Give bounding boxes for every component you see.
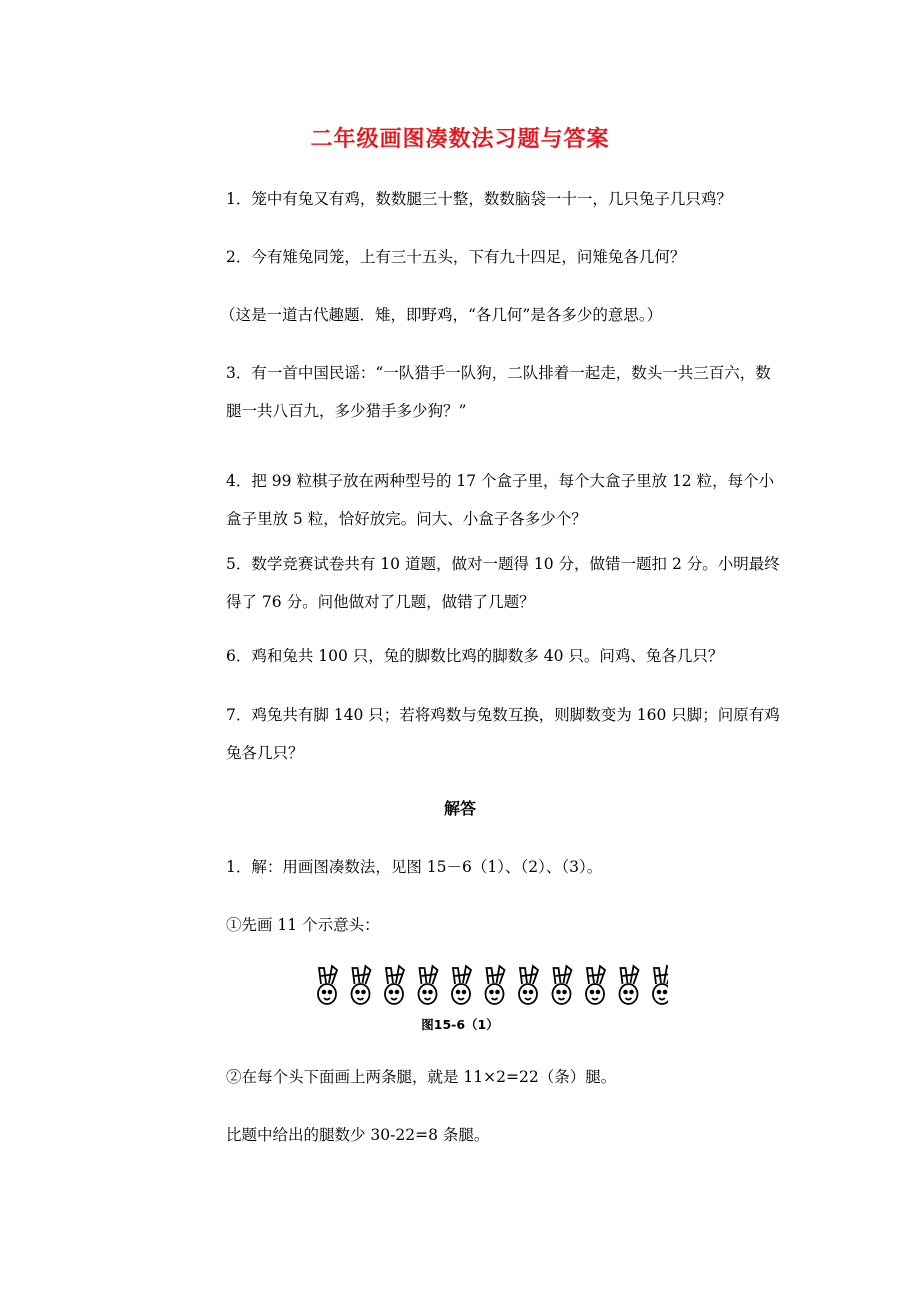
answer-1-step-3	[226, 1116, 781, 1154]
rabbit-head-stroke	[429, 991, 432, 994]
rabbit-head-stroke	[391, 998, 397, 1000]
question-text: 4．把 99 粒棋子放在两种型号的 17 个盒子里，每个大盒子里放 12 粒，每个小盒子里放 5 粒，恰好放完。问大、小盒子各多少个？	[226, 472, 775, 528]
rabbit-head-stroke	[659, 998, 665, 1000]
rabbit-head-stroke	[318, 984, 336, 1004]
rabbit-head-icon	[653, 966, 668, 1004]
answer-text: ②在每个头下面画上两条腿，就是 11×2=22（条）腿。	[226, 1068, 617, 1086]
rabbit-head-stroke	[457, 991, 460, 994]
rabbit-head-icon	[486, 966, 505, 1004]
rabbit-head-stroke	[597, 991, 600, 994]
question-text: 7．鸡兔共有脚 140 只；若将鸡数与兔数互换，则脚数变为 160 只脚；问原有鸡兔各几只？	[226, 706, 780, 762]
rabbit-head-stroke	[530, 991, 533, 994]
figure-15-6-1	[308, 960, 668, 1008]
rabbit-head-stroke	[385, 984, 403, 1004]
rabbit-head-icon	[419, 966, 438, 1004]
rabbit-head-stroke	[591, 991, 594, 994]
question-1	[226, 180, 781, 218]
rabbit-head-icon	[519, 966, 538, 1004]
rabbit-head-stroke	[356, 991, 359, 994]
rabbit-head-stroke	[419, 984, 437, 1004]
question-2	[226, 238, 781, 276]
answer-text: 比题中给出的腿数少 30-22=8 条腿。	[226, 1126, 490, 1144]
rabbit-head-stroke	[423, 991, 426, 994]
rabbit-head-stroke	[489, 974, 504, 976]
rabbit-head-stroke	[496, 991, 499, 994]
rabbit-head-stroke	[388, 974, 403, 976]
rabbit-head-stroke	[362, 991, 365, 994]
question-text: 1．笼中有兔又有鸡，数数腿三十整，数数脑袋一十一，几只兔子几只鸡？	[226, 190, 732, 208]
question-4	[206, 462, 781, 538]
question-3	[206, 354, 781, 430]
rabbit-head-stroke	[519, 984, 537, 1004]
rabbit-head-stroke	[396, 991, 399, 994]
rabbit-head-stroke	[321, 974, 336, 976]
rabbit-head-icon	[352, 966, 371, 1004]
rabbit-head-stroke	[626, 998, 632, 1000]
rabbit-head-stroke	[355, 974, 370, 976]
rabbit-head-icon	[586, 966, 605, 1004]
rabbit-head-stroke	[623, 974, 638, 976]
question-2-note	[220, 296, 775, 334]
question-7	[206, 696, 781, 772]
answer-text: ①先画 11 个示意头：	[226, 916, 380, 934]
question-text: 6．鸡和兔共 100 只，兔的脚数比鸡的脚数多 40 只。问鸡、兔各几只？	[226, 647, 724, 665]
answer-1-step-2	[226, 1058, 781, 1096]
rabbit-head-stroke	[352, 984, 370, 1004]
rabbit-head-stroke	[463, 991, 466, 994]
answer-text: 1．解：用画图凑数法，见图 15－6（1）、（2）、（3）。	[226, 858, 603, 876]
rabbit-head-stroke	[658, 991, 661, 994]
rabbit-head-stroke	[524, 991, 527, 994]
question-6	[226, 637, 781, 675]
rabbit-head-stroke	[492, 998, 498, 1000]
rabbit-head-stroke	[664, 991, 667, 994]
page-title: 二年级画图凑数法习题与答案	[310, 127, 610, 152]
rabbit-head-icon	[318, 966, 337, 1004]
rabbit-head-stroke	[458, 998, 464, 1000]
rabbit-head-stroke	[452, 984, 470, 1004]
rabbit-head-stroke	[556, 974, 571, 976]
rabbit-head-stroke	[553, 984, 571, 1004]
rabbit-head-stroke	[586, 984, 604, 1004]
question-text: 2．今有雉兔同笼，上有三十五头，下有九十四足，问雉兔各几何？	[226, 248, 686, 266]
answer-1	[226, 848, 781, 886]
question-text: 3．有一首中国民谣：“一队猎手一队狗，二队排着一起走，数头一共三百六，数腿一共八百九，多少猎手多少狗？”	[226, 364, 771, 420]
answer-1-step-1	[226, 906, 781, 944]
rabbit-head-stroke	[329, 991, 332, 994]
question-text: 5．数学竞赛试卷共有 10 道题，做对一题得 10 分，做错一题扣 2 分。小明最终得了 76 分。问他做对了几题，做错了几题？	[226, 555, 780, 611]
rabbit-head-stroke	[624, 991, 627, 994]
rabbit-head-stroke	[425, 998, 431, 1000]
rabbit-head-stroke	[592, 998, 598, 1000]
rabbit-head-stroke	[455, 974, 470, 976]
rabbit-head-stroke	[324, 998, 330, 1000]
rabbit-head-stroke	[490, 991, 493, 994]
rabbit-head-icon	[620, 966, 639, 1004]
rabbit-head-icon	[452, 966, 471, 1004]
rabbit-head-stroke	[358, 998, 364, 1000]
rabbit-head-stroke	[589, 974, 604, 976]
rabbit-head-stroke	[390, 991, 393, 994]
rabbit-head-stroke	[630, 991, 633, 994]
rabbit-heads-figure	[308, 960, 668, 1008]
rabbit-head-icon	[553, 966, 572, 1004]
rabbit-head-stroke	[522, 974, 537, 976]
rabbit-head-stroke	[323, 991, 326, 994]
rabbit-head-stroke	[559, 998, 565, 1000]
rabbit-head-stroke	[525, 998, 531, 1000]
figure-caption: 图15-6（1）	[421, 1017, 499, 1032]
rabbit-head-icon	[385, 966, 404, 1004]
rabbit-head-stroke	[620, 984, 638, 1004]
answers-heading: 解答	[443, 799, 476, 818]
rabbit-head-stroke	[557, 991, 560, 994]
question-5	[206, 545, 781, 621]
note-text: （这是一道古代趣题．雉，即野鸡，“各几何”是各多少的意思。）	[220, 306, 663, 324]
rabbit-head-stroke	[563, 991, 566, 994]
rabbit-head-stroke	[422, 974, 437, 976]
rabbit-head-stroke	[486, 984, 504, 1004]
